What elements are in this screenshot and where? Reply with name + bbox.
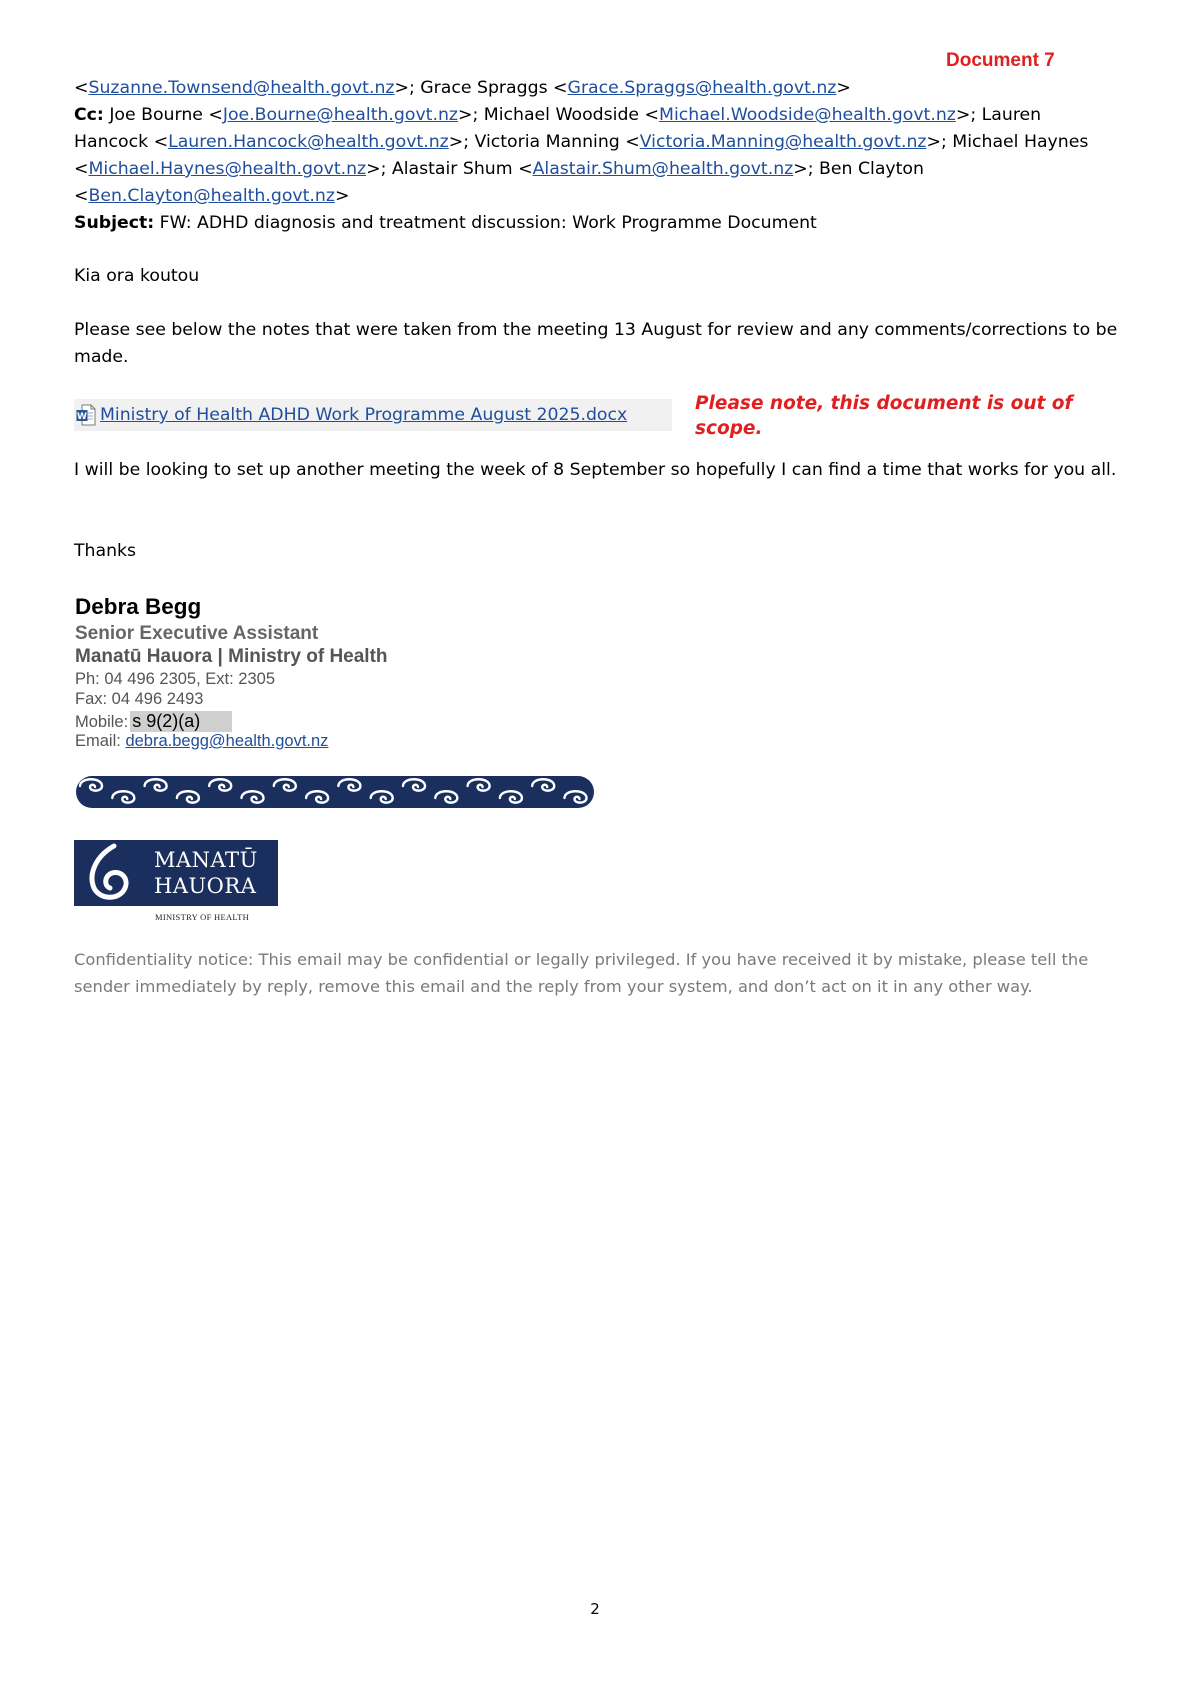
to-prefix: < xyxy=(74,78,89,98)
cc-line-4 xyxy=(74,183,1134,210)
greeting: Kia ora koutou xyxy=(74,266,200,286)
cc-michael-haynes: >; Michael Haynes xyxy=(926,132,1089,152)
thanks: Thanks xyxy=(74,541,137,561)
to-separator: >; Grace Spraggs < xyxy=(394,78,568,98)
confidentiality-notice: Confidentiality notice: This email may be confidential or legally privileged. If you have received it by mistake, please tell the sender immediately by reply, remove this email and the reply from your system, and don’t act on it in any other way. xyxy=(74,950,1089,996)
cc-line-2 xyxy=(74,129,1134,156)
logo-subtitle: MINISTRY OF HEALTH xyxy=(155,912,250,922)
out-of-scope-note: Please note, this document is out of scope. xyxy=(695,393,1073,439)
cc-ben: >; Ben Clayton xyxy=(793,159,924,179)
signature-organisation: Manatū Hauora | Ministry of Health xyxy=(75,646,388,667)
cc-ben-lt: < xyxy=(74,186,89,206)
body-paragraph-1: Please see below the notes that were taken from the meeting 13 August for review and any comments/corrections to be made. xyxy=(74,320,1118,367)
page-number: 2 xyxy=(590,1600,600,1618)
email-link-lauren[interactable]: Lauren.Hancock@health.govt.nz xyxy=(168,132,449,152)
signature-phone: Ph: 04 496 2305, Ext: 2305 xyxy=(75,670,275,688)
subject-line xyxy=(74,210,1134,237)
logo-line-1: MANATŪ xyxy=(154,848,258,872)
email-label: Email: xyxy=(75,732,126,750)
logo-line-2: HAUORA xyxy=(154,874,257,898)
logo-koru-icon xyxy=(74,840,150,906)
subject-label: Subject: xyxy=(74,213,155,233)
cc-ben-end: > xyxy=(334,186,350,206)
attachment-link[interactable] xyxy=(74,399,672,431)
subject-text: FW: ADHD diagnosis and treatment discussion: Work Programme Document xyxy=(154,213,817,233)
signature-mobile xyxy=(75,711,232,732)
email-link-michael-woodside[interactable]: Michael.Woodside@health.govt.nz xyxy=(659,105,956,125)
cc-label: Cc: xyxy=(74,105,104,125)
logo-text xyxy=(154,847,258,899)
signature-name: Debra Begg xyxy=(75,594,202,619)
to-end: > xyxy=(836,78,851,98)
svg-text:W: W xyxy=(77,412,87,422)
cc-lt: < xyxy=(74,159,89,179)
cc-michael-woodside: >; Michael Woodside < xyxy=(457,105,660,125)
email-link-michael-haynes[interactable]: Michael.Haynes@health.govt.nz xyxy=(88,159,367,179)
cc-lauren-surname: Hancock < xyxy=(74,132,169,152)
email-link-ben[interactable]: Ben.Clayton@health.govt.nz xyxy=(88,186,335,206)
signature-fax: Fax: 04 496 2493 xyxy=(75,690,204,708)
email-header xyxy=(74,75,1134,237)
email-link-joe[interactable]: Joe.Bourne@health.govt.nz xyxy=(222,105,458,125)
body-paragraph-2: I will be looking to set up another meeting the week of 8 September so hopefully I can find a time that works for you all. xyxy=(74,460,1117,480)
cc-joe: Joe Bourne < xyxy=(103,105,223,125)
signature-email-link[interactable]: debra.begg@health.govt.nz xyxy=(125,732,329,750)
email-link-victoria[interactable]: Victoria.Manning@health.govt.nz xyxy=(639,132,927,152)
cc-alastair: >; Alastair Shum < xyxy=(366,159,533,179)
mobile-label: Mobile: xyxy=(75,713,129,731)
cc-lauren: >; Lauren xyxy=(955,105,1042,125)
ministry-logo xyxy=(74,840,278,906)
cc-victoria: >; Victoria Manning < xyxy=(448,132,640,152)
document-label: Document 7 xyxy=(946,50,1055,71)
email-link-alastair[interactable]: Alastair.Shum@health.govt.nz xyxy=(532,159,794,179)
signature-email xyxy=(75,732,328,751)
email-link-suzanne[interactable]: Suzanne.Townsend@health.govt.nz xyxy=(88,78,395,98)
to-line xyxy=(74,75,1134,102)
mobile-redaction: s 9(2)(a) xyxy=(130,711,232,732)
email-link-grace[interactable]: Grace.Spraggs@health.govt.nz xyxy=(567,78,837,98)
word-document-icon xyxy=(76,404,96,426)
signature-role: Senior Executive Assistant xyxy=(75,623,319,644)
cc-line-1 xyxy=(74,102,1134,129)
attachment-name[interactable]: Ministry of Health ADHD Work Programme August 2025.docx xyxy=(100,405,628,425)
koru-pattern-banner xyxy=(74,770,596,818)
cc-line-3 xyxy=(74,156,1134,183)
